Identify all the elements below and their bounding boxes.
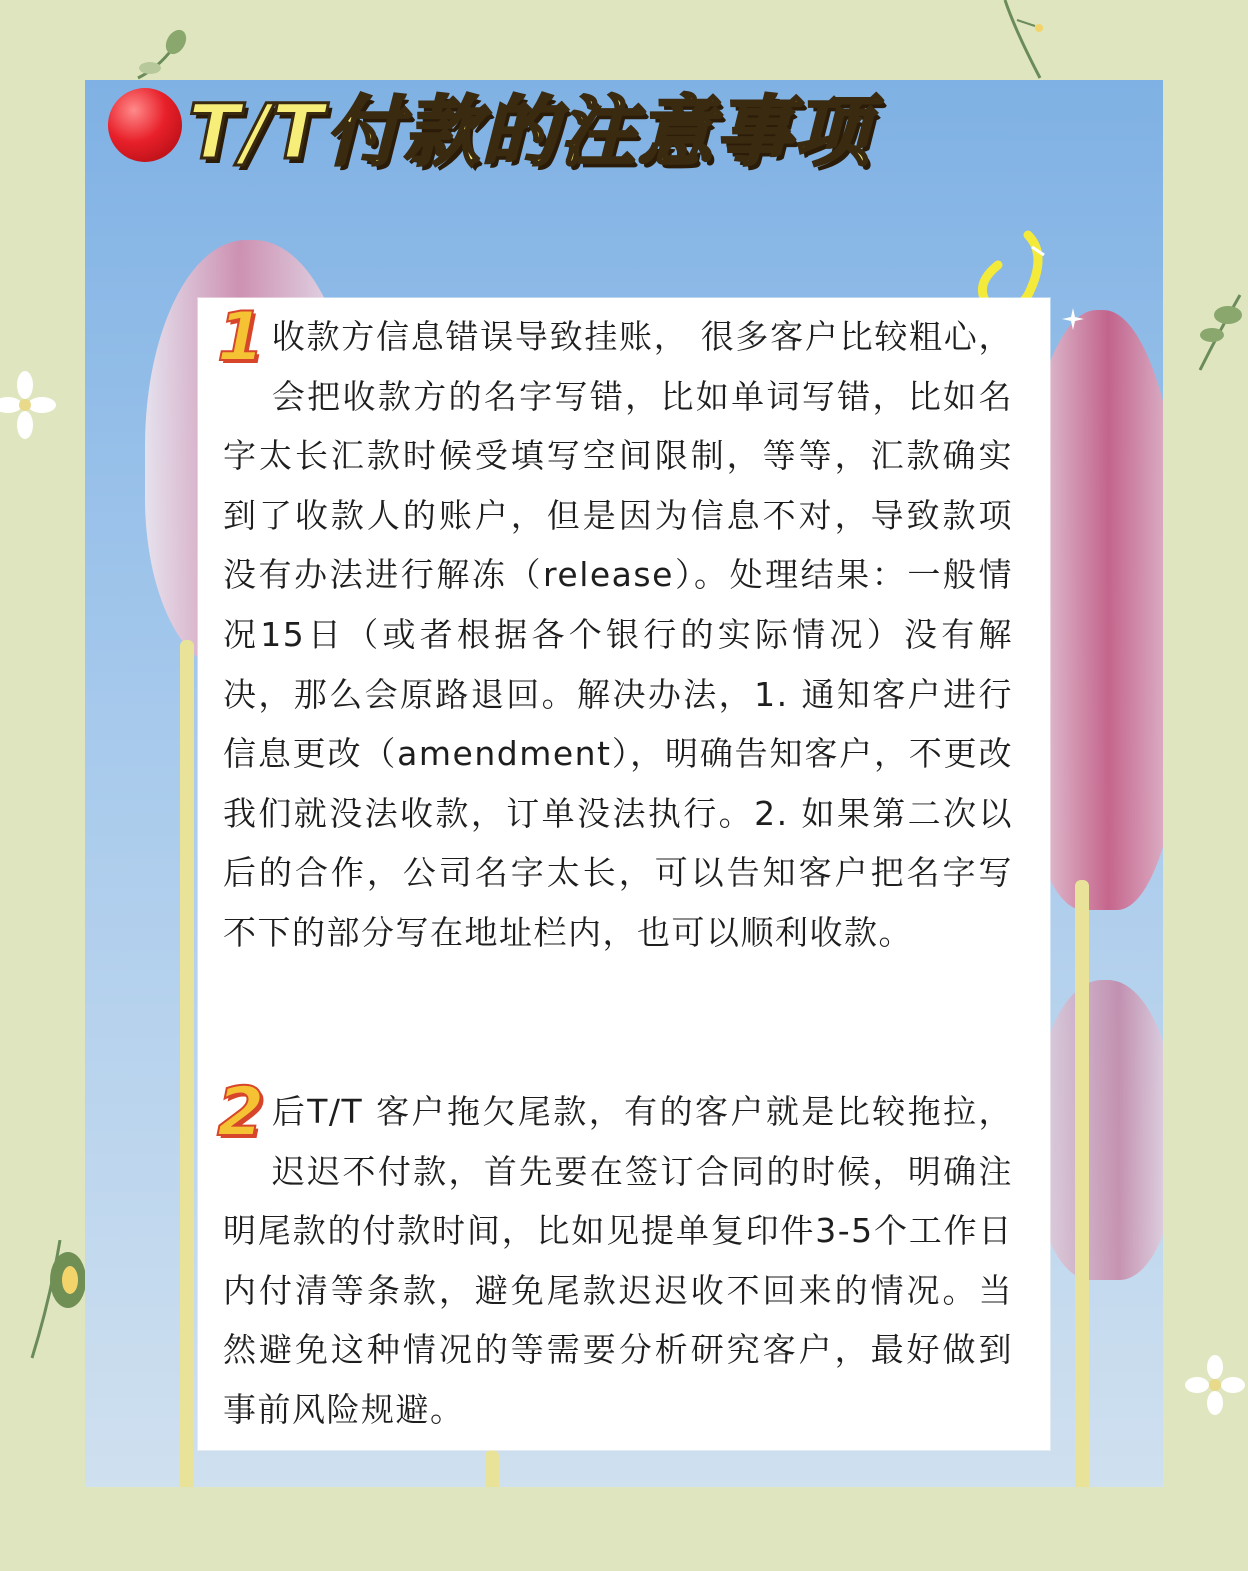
item-1 <box>217 298 1013 963</box>
tulip-stem-left <box>180 640 194 1487</box>
leaf-sprig-right-icon <box>1190 290 1248 380</box>
tulip-stem-right <box>1075 880 1089 1487</box>
tulip-stem-bottom <box>485 1450 499 1487</box>
item-2-number: 2 <box>217 1073 266 1152</box>
flower-bottom-right-icon <box>1185 1355 1245 1415</box>
item-1-text: 收款方信息错误导致挂账， 很多客户比较粗心，会把收款方的名字写错，比如单词写错，比如名字太长汇款时候受填写空间限制，等等，汇款确实到了收款人的账户，但是因为信息不对，导致款项没有办法进行解冻（release）。处理结果：一般情况15日（或者根据各个银行的实际情况）没有解决，那么会原路退回。解决办法，1. 通知客户进行信息更改（amendment），明确告知客户，不更改我们就没法收款，订单没法执行。2. 如果第二次以后的合作，公司名字太长，可以告知客户把名字写不下的部分写在地址栏内，也可以顺利收款。 <box>223 317 1013 952</box>
page-title: T/T付款的注意事项 <box>188 86 872 176</box>
item-2 <box>217 1073 1013 1440</box>
title-row <box>108 80 872 176</box>
flower-left-icon <box>0 370 60 440</box>
leaf-sprig-bottom-left-icon <box>20 1240 90 1360</box>
item-2-text: 后T/T 客户拖欠尾款，有的客户就是比较拖拉，迟迟不付款，首先要在签订合同的时候，明确注明尾款的付款时间，比如见提单复印件3-5个工作日内付清等条款，避免尾款迟迟收不回来的情况。当然避免这种情况的等需要分析研究客户，最好做到事前风险规避。 <box>223 1092 1013 1429</box>
content-card <box>198 298 1050 1450</box>
sparkle-icon <box>1062 308 1084 330</box>
red-circle-icon <box>108 88 182 162</box>
item-1-number: 1 <box>217 298 266 377</box>
twig-top-right-icon <box>985 0 1065 80</box>
tulip-right-lower <box>1035 980 1163 1280</box>
